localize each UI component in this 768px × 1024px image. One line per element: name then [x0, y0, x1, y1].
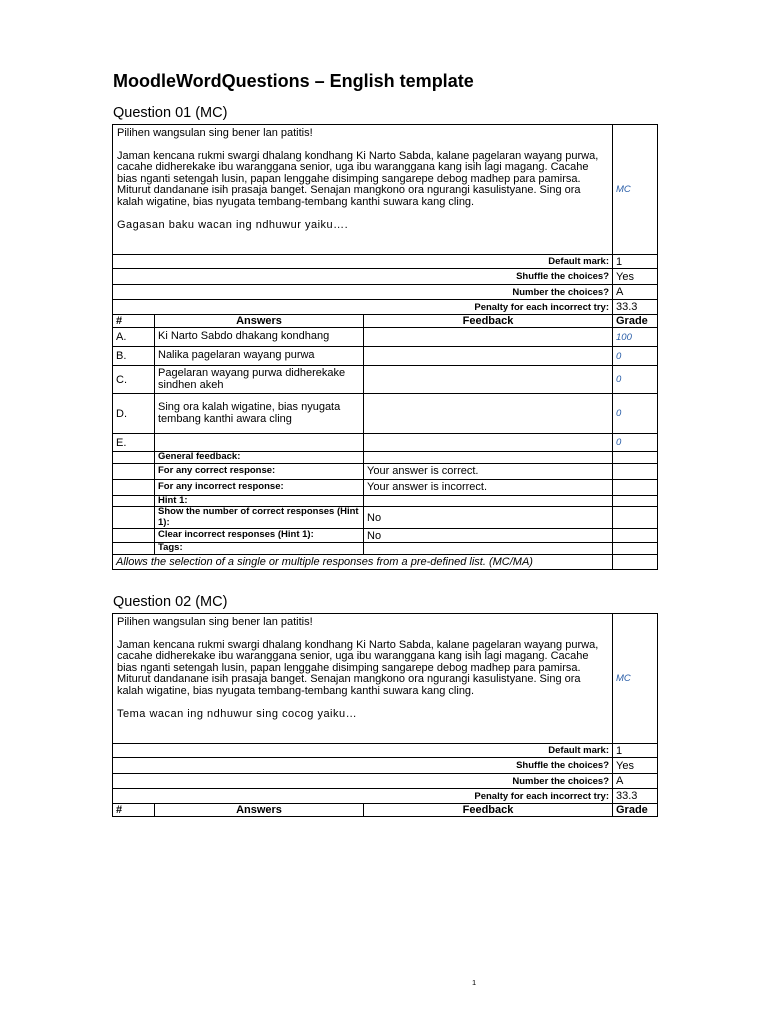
page-number: 1: [472, 978, 477, 987]
general-feedback-label: General feedback:: [155, 452, 364, 464]
answer-grade: 0: [613, 347, 658, 366]
answer-text: [155, 434, 364, 452]
answer-num: B.: [113, 347, 155, 366]
correct-feedback-value: Your answer is correct.: [364, 463, 613, 479]
question-stem: Gagasan baku wacan ing ndhuwur yaiku….: [117, 218, 349, 231]
col-answers-header: Answers: [155, 804, 364, 817]
penalty-value: 33.3: [613, 789, 658, 804]
answer-num: A.: [113, 328, 155, 347]
correct-response-label: For any correct response:: [155, 463, 364, 479]
answer-grade: 0: [613, 366, 658, 394]
answer-num: D.: [113, 394, 155, 434]
default-mark-label: Default mark:: [113, 744, 613, 758]
answer-feedback: [364, 328, 613, 347]
col-feedback-header: Feedback: [364, 315, 613, 328]
col-grade-header: Grade: [613, 315, 658, 328]
col-num-header: #: [113, 315, 155, 328]
question-instruction: Pilihen wangsulan sing bener lan patitis!: [117, 616, 313, 628]
col-num-header: #: [113, 804, 155, 817]
answer-feedback: [364, 434, 613, 452]
penalty-value: 33.3: [613, 300, 658, 315]
shuffle-value: Yes: [613, 758, 658, 774]
show-number-value: No: [364, 507, 613, 529]
number-choices-value: A: [613, 774, 658, 789]
answer-num: E.: [113, 434, 155, 452]
default-mark-value: 1: [613, 255, 658, 269]
answer-feedback: [364, 366, 613, 394]
question-02-table: [112, 613, 658, 817]
answer-num: C.: [113, 366, 155, 394]
answer-row: [113, 366, 658, 394]
hint1-label: Hint 1:: [155, 495, 364, 507]
penalty-label: Penalty for each incorrect try:: [113, 789, 613, 804]
question-instruction: Pilihen wangsulan sing bener lan patitis!: [117, 127, 313, 139]
answer-grade: 0: [613, 434, 658, 452]
col-answers-header: Answers: [155, 315, 364, 328]
tags-label: Tags:: [155, 543, 364, 555]
question-text: [113, 125, 613, 255]
clear-incorrect-label: Clear incorrect responses (Hint 1):: [155, 529, 364, 543]
number-choices-label: Number the choices?: [113, 285, 613, 300]
col-feedback-header: Feedback: [364, 804, 613, 817]
answer-row: [113, 434, 658, 452]
question-type: MC: [613, 614, 658, 744]
question-stem: Tema wacan ing ndhuwur sing cocog yaiku…: [117, 707, 358, 720]
question-type: MC: [613, 125, 658, 255]
answer-row: [113, 328, 658, 347]
default-mark-label: Default mark:: [113, 255, 613, 269]
answer-text: Nalika pagelaran wayang purwa: [155, 347, 364, 366]
question-01-heading: Question 01 (MC): [113, 105, 228, 121]
col-grade-header: Grade: [613, 804, 658, 817]
clear-incorrect-value: No: [364, 529, 613, 543]
answer-feedback: [364, 394, 613, 434]
question-02-heading: Question 02 (MC): [113, 594, 228, 610]
penalty-label: Penalty for each incorrect try:: [113, 300, 613, 315]
shuffle-value: Yes: [613, 269, 658, 285]
answer-feedback: [364, 347, 613, 366]
question-01-table: [112, 124, 658, 570]
question-type-description: Allows the selection of a single or multiple responses from a pre-defined list. (MC/MA): [113, 554, 613, 569]
shuffle-label: Shuffle the choices?: [113, 269, 613, 285]
answer-row: [113, 347, 658, 366]
answer-text: Pagelaran wayang purwa didherekake sindhen akeh: [155, 366, 364, 394]
answer-grade: 100: [613, 328, 658, 347]
document-title: MoodleWordQuestions – English template: [113, 71, 474, 91]
answer-text: Sing ora kalah wigatine, bias nyugata tembang kanthi awara cling: [155, 394, 364, 434]
incorrect-response-label: For any incorrect response:: [155, 479, 364, 495]
show-number-label: Show the number of correct responses (Hint 1):: [155, 507, 364, 529]
shuffle-label: Shuffle the choices?: [113, 758, 613, 774]
number-choices-value: A: [613, 285, 658, 300]
answer-row: [113, 394, 658, 434]
question-passage: Jaman kencana rukmi swargi dhalang kondhang Ki Narto Sabda, kalane pagelaran wayang purwa, cacahe didherekake ibu waranggana senior, uga ibu waranggana kang isih lagi magang. Cacahe bias nganti setengah lusin, papan lenggahe disimping sangarepe debog madhep para pamirsa. Miturut dandanane isih prasaja banget. Senajan mangkono ora ngurangi kasulistyane. Sing ora kalah wigatine, bias nyugata tembang-tembang kanthi suwara kang cling.: [117, 638, 599, 697]
question-passage: Jaman kencana rukmi swargi dhalang kondhang Ki Narto Sabda, kalane pagelaran wayang purwa, cacahe didherekake ibu waranggana senior, uga ibu waranggana kang isih lagi magang. Cacahe bias nganti setengah lusin, papan lenggahe disimping sangarepe debog madhep para pamirsa. Miturut dandanane isih prasaja banget. Senajan mangkono ora ngurangi kasulistyane. Sing ora kalah wigatine, bias nyugata tembang-tembang kanthi suwara kang cling.: [117, 149, 599, 208]
question-text: [113, 614, 613, 744]
number-choices-label: Number the choices?: [113, 774, 613, 789]
incorrect-feedback-value: Your answer is incorrect.: [364, 479, 613, 495]
answer-grade: 0: [613, 394, 658, 434]
answer-text: Ki Narto Sabdo dhakang kondhang: [155, 328, 364, 347]
default-mark-value: 1: [613, 744, 658, 758]
